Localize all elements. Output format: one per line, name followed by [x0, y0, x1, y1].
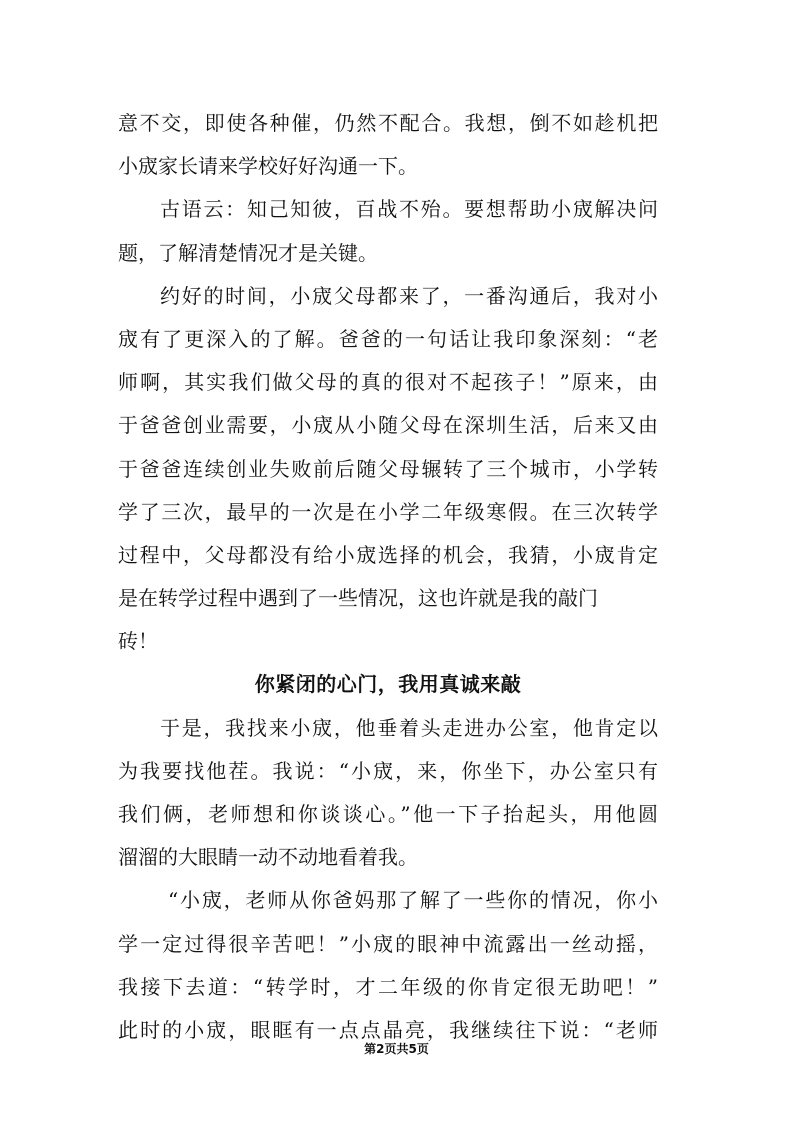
text-line: 过程中，父母都没有给小宬选择的机会，我猜，小宬肯定 — [118, 542, 658, 567]
text-line: 于爸爸连续创业失败前后随父母辗转了三个城市，小学转 — [118, 456, 658, 481]
text-line: 我接下去道：“转学时，才二年级的你肯定很无助吧！” — [118, 974, 658, 999]
text-line: 约好的时间，小宬父母都来了，一番沟通后，我对小 — [160, 283, 658, 308]
text-line: 宬有了更深入的了解。爸爸的一句话让我印象深刻：“老 — [118, 326, 658, 351]
text-line: 于爸爸创业需要，小宬从小随父母在深圳生活，后来又由 — [118, 413, 658, 438]
paragraph — [118, 188, 658, 274]
text-line: 溜溜的大眼睛一动不动地看着我。 — [118, 845, 418, 870]
text-line: 学一定过得很辛苦吧！”小宬的眼神中流露出一丝动摇， — [118, 931, 658, 956]
text-line: 我们俩，老师想和你谈谈心。”他一下子抬起头，用他圆 — [118, 802, 658, 826]
text-line: “小宬，老师从你爸妈那了解了一些你的情况，你小 — [168, 888, 658, 913]
text-line: 此时的小宬，眼眶有一点点晶亮，我继续往下说：“老师 — [118, 1017, 658, 1042]
text-line: 意不交，即使各种催，仍然不配合。我想，倒不如趁机把 — [118, 111, 658, 135]
text-line: 砖！ — [118, 629, 158, 654]
page-number-footer: 第2页共5页 — [364, 1042, 429, 1056]
text-line: 于是，我找来小宬，他垂着头走进办公室，他肯定以 — [160, 715, 658, 740]
paragraph — [118, 707, 658, 880]
section-heading: 你紧闭的心门，我用真诚来敲 — [254, 672, 522, 697]
text-line: 是在转学过程中遇到了一些情况，这也许就是我的敲门 — [118, 586, 598, 611]
text-line: 学了三次，最早的一次是在小学二年级寒假。在三次转学 — [118, 499, 658, 524]
text-line: 师啊，其实我们做父母的真的很对不起孩子！”原来，由 — [118, 370, 658, 395]
paragraph — [118, 102, 658, 188]
text-line: 古语云：知己知彼，百战不殆。要想帮助小宬解决问 — [160, 197, 658, 222]
text-line: 小宬家长请来学校好好沟通一下。 — [118, 154, 418, 179]
document-body — [118, 102, 658, 1052]
text-line: 为我要找他茬。我说：“小宬，来，你坐下，办公室只有 — [118, 758, 658, 783]
paragraph — [118, 275, 658, 664]
paragraph — [118, 879, 658, 1052]
text-line: 题，了解清楚情况才是关键。 — [118, 240, 378, 265]
